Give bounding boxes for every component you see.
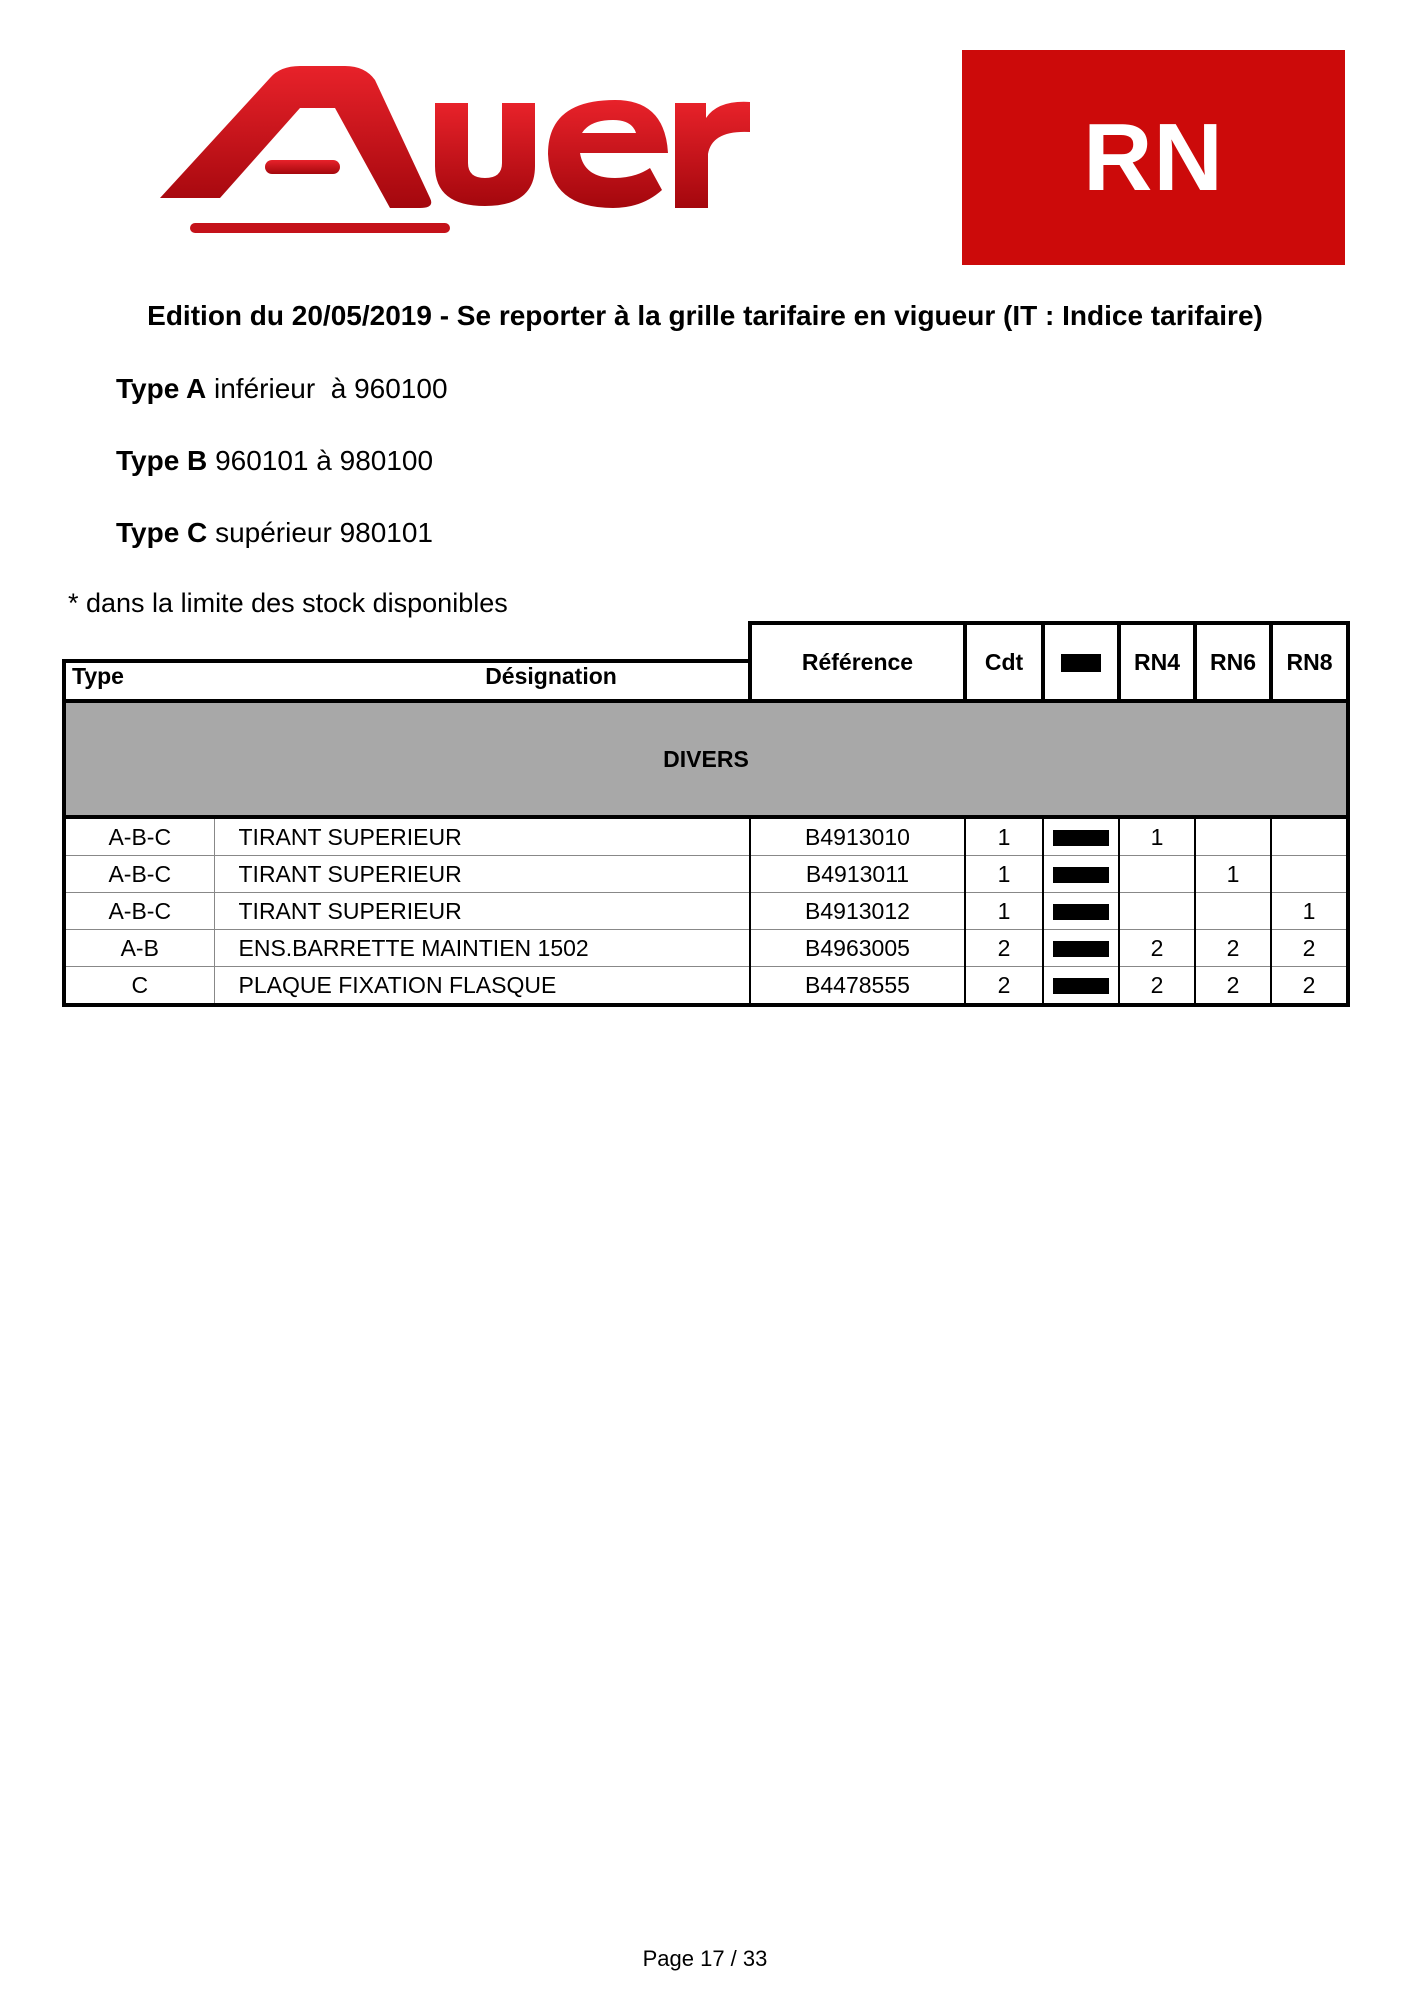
redacted-price-cell [1043,856,1119,893]
col-cdt: Cdt [965,623,1043,701]
table-header-top [64,623,1348,661]
cell-rn6 [1195,817,1271,856]
cell-rn8 [1271,856,1348,893]
type-a-key: Type A [116,373,207,404]
cell-designation: TIRANT SUPERIEUR [214,893,750,930]
type-c-line [116,517,433,549]
cell-type: A-B-C [64,856,214,893]
redacted-mark [1053,978,1109,994]
cell-rn8: 1 [1271,893,1348,930]
redacted-mark [1053,867,1109,883]
cell-reference: B4913012 [750,893,965,930]
cell-rn6: 2 [1195,967,1271,1006]
rn-badge-label: RN [1083,103,1224,211]
cell-rn4 [1119,856,1195,893]
redacted-mark [1053,830,1109,846]
cell-cdt: 1 [965,817,1043,856]
cell-type: A-B-C [64,817,214,856]
cell-type: A-B-C [64,893,214,930]
cell-cdt: 2 [965,930,1043,967]
cell-designation: TIRANT SUPERIEUR [214,856,750,893]
cell-rn6: 1 [1195,856,1271,893]
cell-rn8: 2 [1271,967,1348,1006]
table-row [64,967,1348,1006]
parts-table [62,621,1350,1007]
cell-cdt: 1 [965,893,1043,930]
cell-reference: B4913011 [750,856,965,893]
table-row [64,856,1348,893]
page-number: Page 17 / 33 [642,1946,768,1971]
cell-reference: B4963005 [750,930,965,967]
redacted-mark [1053,904,1109,920]
redacted-price-cell [1043,967,1119,1006]
table-row [64,893,1348,930]
cell-designation: PLAQUE FIXATION FLASQUE [214,967,750,1006]
cell-designation: ENS.BARRETTE MAINTIEN 1502 [214,930,750,967]
auer-logo [150,58,760,253]
redacted-header-mark [1061,654,1101,672]
redacted-price-cell [1043,817,1119,856]
stock-note: * dans la limite des stock disponibles [68,588,508,618]
redacted-mark [1053,941,1109,957]
col-designation: Désignation [214,661,750,701]
type-b-line [116,445,433,477]
type-a-range: inférieur à 960100 [214,373,448,404]
col-rn6: RN6 [1195,623,1271,701]
section-title: DIVERS [64,701,1348,817]
cell-rn4: 1 [1119,817,1195,856]
cell-type: A-B [64,930,214,967]
cell-reference: B4478555 [750,967,965,1006]
cell-rn8 [1271,817,1348,856]
type-c-range: supérieur 980101 [215,517,434,548]
edition-line: Edition du 20/05/2019 - Se reporter à la grille tarifaire en vigueur (IT : Indice tarifaire) [147,300,1263,331]
col-price-redacted [1043,623,1119,701]
cell-reference: B4913010 [750,817,965,856]
col-reference: Référence [750,623,965,701]
cell-rn4: 2 [1119,967,1195,1006]
col-type: Type [64,661,214,701]
type-c-key: Type C [116,517,208,548]
cell-rn6: 2 [1195,930,1271,967]
cell-rn8: 2 [1271,930,1348,967]
redacted-price-cell [1043,930,1119,967]
col-rn8: RN8 [1271,623,1348,701]
table-row [64,930,1348,967]
cell-cdt: 1 [965,856,1043,893]
col-rn4: RN4 [1119,623,1195,701]
section-row [64,701,1348,817]
cell-rn4: 2 [1119,930,1195,967]
cell-designation: TIRANT SUPERIEUR [214,817,750,856]
cell-rn4 [1119,893,1195,930]
table-row [64,817,1348,856]
type-b-key: Type B [116,445,208,476]
type-b-range: 960101 à 980100 [215,445,434,476]
cell-cdt: 2 [965,967,1043,1006]
rn-badge [962,50,1345,265]
cell-rn6 [1195,893,1271,930]
redacted-price-cell [1043,893,1119,930]
type-a-line [116,373,448,405]
cell-type: C [64,967,214,1006]
